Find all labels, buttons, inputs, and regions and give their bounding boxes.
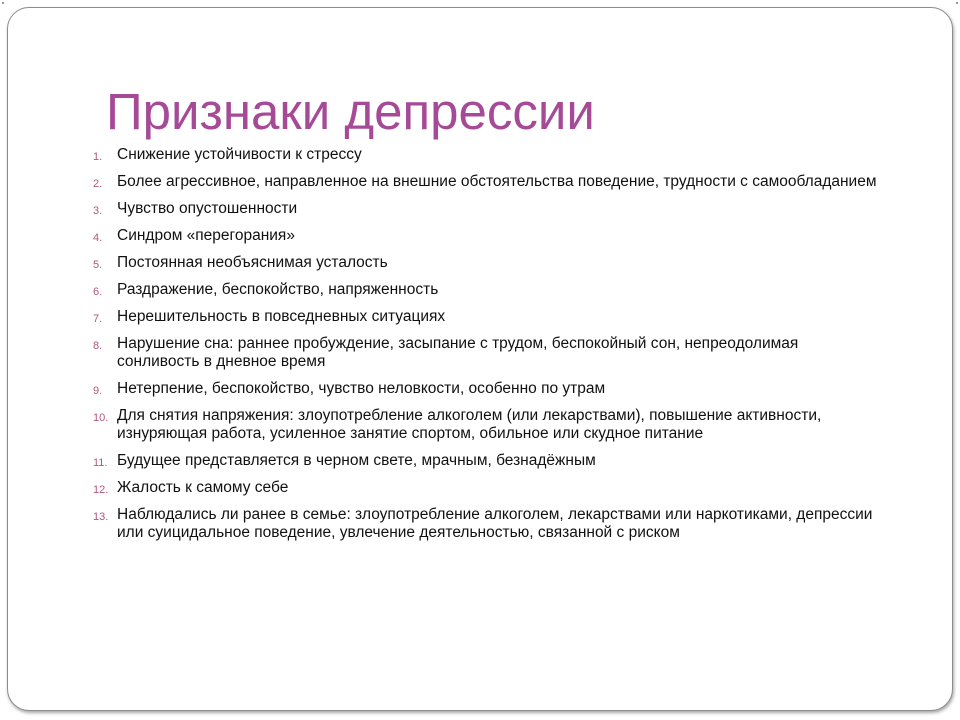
list-item — [93, 506, 883, 542]
list-item — [93, 200, 883, 218]
list-item — [93, 380, 883, 398]
item-number: 6. — [93, 286, 103, 298]
list-item — [93, 173, 883, 191]
item-text: Раздражение, беспокойство, напряженность — [117, 281, 439, 298]
item-number: 13. — [93, 511, 109, 523]
item-text: Более агрессивное, направленное на внешние обстоятельства поведение, трудности с самообладанием — [117, 173, 877, 190]
list-item — [93, 479, 883, 497]
list-item — [93, 227, 883, 245]
item-text: Будущее представляется в черном свете, мрачным, безнадёжным — [117, 452, 596, 469]
corner-mark-top-left — [2, 2, 4, 4]
item-text: Для снятия напряжения: злоупотребление алкоголем (или лекарствами), повышение активности, изнуряющая работа, усиленное занятие спортом, обильное или скудное питание — [117, 407, 822, 442]
item-number: 9. — [93, 385, 103, 397]
item-number: 12. — [93, 484, 109, 496]
list-item — [93, 335, 883, 371]
item-text: Наблюдались ли ранее в семье: злоупотребление алкоголем, лекарствами или наркотиками, депрессии или суицидальное поведение, увлечение деятельностью, связанной с риском — [117, 506, 873, 541]
corner-mark-top-right — [956, 2, 958, 4]
item-number: 8. — [93, 340, 103, 352]
list-item — [93, 452, 883, 470]
item-number: 5. — [93, 259, 103, 271]
item-text: Нетерпение, беспокойство, чувство неловкости, особенно по утрам — [117, 380, 606, 397]
item-number: 7. — [93, 313, 103, 325]
item-number: 1. — [93, 151, 103, 163]
item-number: 11. — [93, 457, 108, 469]
item-text: Постоянная необъяснимая усталость — [117, 254, 388, 271]
item-text: Нарушение сна: раннее пробуждение, засыпание с трудом, беспокойный сон, непреодолимая сонливость в дневное время — [117, 335, 799, 370]
item-text: Нерешительность в повседневных ситуациях — [117, 308, 446, 325]
item-number: 2. — [93, 178, 103, 190]
item-text: Снижение устойчивости к стрессу — [117, 146, 362, 163]
symptoms-list — [93, 146, 883, 551]
item-number: 10. — [93, 412, 109, 424]
list-item — [93, 146, 883, 164]
item-number: 4. — [93, 232, 103, 244]
item-number: 3. — [93, 205, 103, 217]
item-text: Чувство опустошенности — [117, 200, 298, 217]
slide-title: Признаки депрессии — [106, 83, 595, 140]
item-text: Синдром «перегорания» — [117, 227, 295, 244]
item-text: Жалость к самому себе — [117, 479, 289, 496]
list-item — [93, 254, 883, 272]
list-item — [93, 407, 883, 443]
list-item — [93, 308, 883, 326]
list-item — [93, 281, 883, 299]
